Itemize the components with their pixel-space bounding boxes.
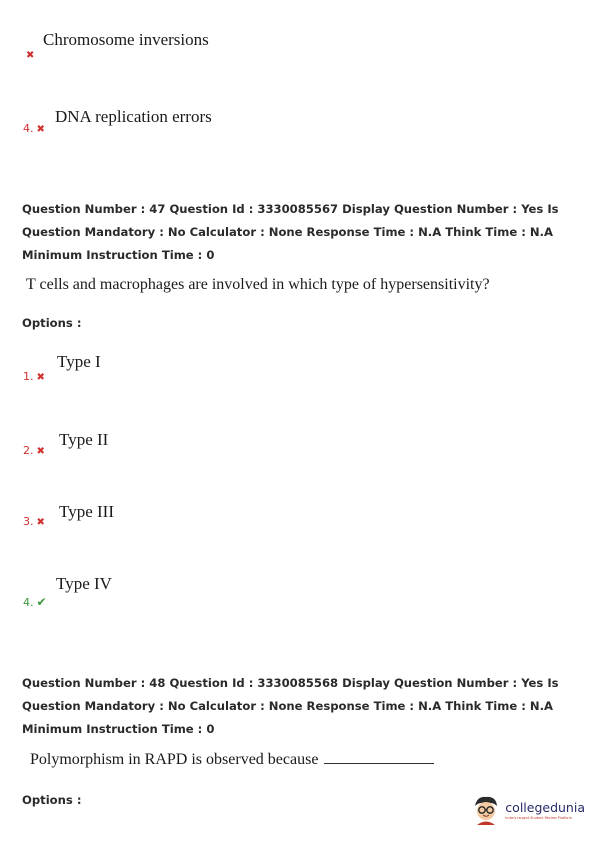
question-text-row	[30, 751, 434, 769]
option-marker	[23, 48, 34, 61]
mascot-icon	[471, 794, 501, 826]
option-number: 4.	[23, 122, 34, 135]
logo-name: collegedunia	[505, 799, 585, 815]
option-text: Chromosome inversions	[43, 30, 209, 49]
option-text: Type IV	[56, 574, 112, 593]
option-marker	[23, 595, 47, 609]
option-text: Type I	[57, 352, 101, 371]
cross-icon: ✖	[36, 517, 45, 528]
option-number: 4.	[23, 596, 34, 609]
cross-icon: ✖	[26, 50, 35, 61]
cross-icon: ✖	[36, 372, 45, 383]
logo-tagline: India's largest Student Review Platform	[505, 815, 573, 820]
option-text: DNA replication errors	[55, 107, 212, 126]
cross-icon: ✖	[36, 124, 45, 135]
option-text: Type II	[59, 430, 109, 449]
check-icon: ✔	[36, 595, 47, 609]
question-text: Polymorphism in RAPD is observed because	[30, 751, 319, 768]
option-marker	[23, 370, 45, 383]
option-number: 3.	[23, 515, 34, 528]
logo-text-block	[505, 801, 585, 820]
option-marker	[23, 444, 45, 457]
answer-blank	[324, 751, 434, 764]
option-marker	[23, 122, 45, 135]
options-label: Options :	[22, 793, 82, 807]
question-text: T cells and macrophages are involved in which type of hypersensitivity?	[26, 276, 490, 293]
question-meta: Question Number : 47 Question Id : 3330085567 Display Question Number : Yes Is Question Mandatory : No Calculator : None Response Time : N.A Think Time : N.A Minimum Instruction Time : 0	[22, 202, 559, 262]
question-meta: Question Number : 48 Question Id : 3330085568 Display Question Number : Yes Is Question Mandatory : No Calculator : None Response Time : N.A Think Time : N.A Minimum Instruction Time : 0	[22, 676, 559, 736]
cross-icon: ✖	[36, 446, 45, 457]
option-number: 1.	[23, 370, 34, 383]
option-number: 2.	[23, 444, 34, 457]
option-text: Type III	[59, 502, 114, 521]
option-marker	[23, 515, 45, 528]
collegedunia-logo	[471, 794, 585, 826]
options-label: Options :	[22, 316, 82, 330]
